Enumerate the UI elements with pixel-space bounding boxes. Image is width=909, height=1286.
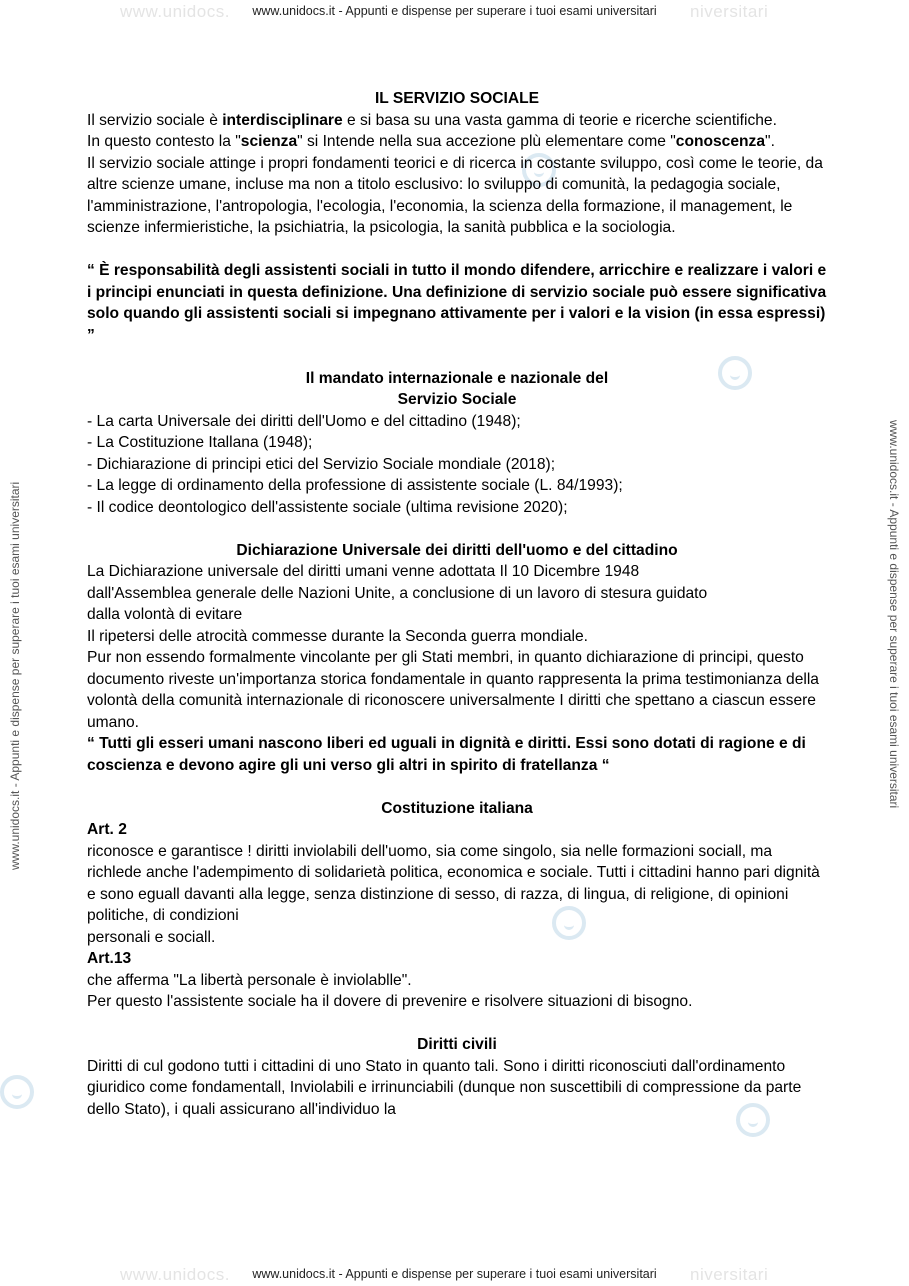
declaration-paragraph-1: La Dichiarazione universale del diritti umani venne adottata Il 10 Dicembre 1948 dall'Assemblea generale delle Nazioni Unite, a conclusione di un lavoro di stesura guidato dalla volontà di evitare <box>87 563 708 623</box>
art2-label: Art. 2 <box>87 821 127 838</box>
watermark-ghost-bottom-right: niversitari <box>690 1265 769 1284</box>
civil-rights-heading: Diritti civili <box>417 1036 497 1053</box>
list-item: - La legge di ordinamento della professione di assistente sociale (L. 84/1993); <box>87 477 623 494</box>
declaration-quote: “ Tutti gli esseri umani nascono liberi ed uguali in dignità e diritti. Essi sono dotati di ragione e di coscienza e devono agire gli uni verso gli altri in spirito di fratellanza “ <box>87 735 806 774</box>
art2-text-end: personali e sociall. <box>87 928 216 946</box>
intro-paragraph-3: Il servizio sociale attinge i propri fondamenti teorici e di ricerca in costante sviluppo, così come le teorie, da altre scienze umane, incluse ma non a titolo esclusivo: lo sviluppo di comunità, la pedagogia sociale, l'amministrazione, l'antropologia, l'ecologia, l'economia, la scienza della formazione, il management, le scienze infermieristiche, la psichiatria, la psicologia, la sanità pubblica e la sociologia. <box>87 154 823 236</box>
quote-responsibility: “ È responsabilità degli assistenti sociali in tutto il mondo difendere, arricchire e realizzare i valori e i principi enunciati in questa definizione. Una definizione di servizio sociale può essere significativa solo quando gli assistenti sociali si impegnano attivamente per i valori e la vision (in essa espressi) ” <box>87 262 827 344</box>
watermark-ghost-bottom-left: www.unidocs. <box>120 1265 230 1284</box>
declaration-paragraph-3: Pur non essendo formalmente vincolante per gli Stati membri, in quanto dichiarazione di principi, questo documento riveste un'importanza storica fondamentale in quanto rappresenta la prima testimonianza della volontà della comunità internazionale di riconoscere universalmente I diritti che spettano a ciascun essere umano. <box>87 649 819 731</box>
watermark-ghost-top-left: www.unidocs. <box>120 2 230 21</box>
art13-text: che afferma "La libertà personale è inviolablle". <box>87 971 412 989</box>
page-title: IL SERVIZIO SOCIALE <box>374 90 540 107</box>
unidocs-logo-icon <box>0 1075 34 1109</box>
constitution-closing: Per questo l'assistente sociale ha il dovere di prevenire e risolvere situazioni di bisogno. <box>87 993 693 1010</box>
watermark-banner-top: www.unidocs.it - Appunti e dispense per superare i tuoi esami universitari <box>252 4 657 18</box>
watermark-ghost-top-right: niversitari <box>690 2 769 21</box>
art2-text: riconosce e garantisce ! diritti inviolabili dell'uomo, sia come singolo, sia nelle formazioni sociall, ma richlede anche l'adempimento di solidarietà politica, economica e sociale. Tutti i cittadini hanno pari dignità e sono eguall davanti alla legge, senza distinzione di sesso, di razza, di lingua, di religione, di opinioni politiche, di condizioni <box>87 842 820 924</box>
mandate-list <box>87 411 827 519</box>
mandate-heading: Il mandato internazionale e nazionale del Servizio Sociale <box>305 369 609 408</box>
list-item: - Il codice deontologico dell'assistente sociale (ultima revisione 2020); <box>87 498 568 516</box>
civil-rights-text: Diritti di cul godono tutti i cittadini di uno Stato in quanto tali. Sono i diritti riconosciuti dall'ordinamento giuridico come fondamentall, Inviolabili e irrinunciabili (dunque non suscettibili di compressione da parte dello Stato), i quali assicurano all'individuo la <box>87 1057 802 1118</box>
art13-label: Art.13 <box>87 950 132 967</box>
watermark-side-left: www.unidocs.it - Appunti e dispense per superare i tuoi esami universitari <box>8 481 22 870</box>
declaration-heading: Dichiarazione Universale dei diritti dell'uomo e del cittadino <box>236 541 678 559</box>
declaration-paragraph-2: Il ripetersi delle atrocità commesse durante la Seconda guerra mondiale. <box>87 627 588 645</box>
list-item: - Dichiarazione di principi etici del Servizio Sociale mondiale (2018); <box>87 455 556 473</box>
constitution-heading: Costituzione italiana <box>381 799 533 817</box>
document-body <box>87 88 827 1120</box>
list-item: - La carta Universale dei diritti dell'Uomo e del cittadino (1948); <box>87 412 521 430</box>
watermark-banner-bottom: www.unidocs.it - Appunti e dispense per superare i tuoi esami universitari <box>252 1267 657 1281</box>
intro-paragraph-2: In questo contesto la "scienza" si Intende nella sua accezione plù elementare come "conoscenza". <box>87 133 775 150</box>
intro-paragraph-1: Il servizio sociale è interdisciplinare e si basa su una vasta gamma di teorie e ricerche scientifiche. <box>87 111 777 129</box>
list-item: - La Costituzione Itallana (1948); <box>87 434 313 451</box>
watermark-side-right: www.unidocs.it - Appunti e dispense per superare i tuoi esami universitari <box>887 420 901 809</box>
